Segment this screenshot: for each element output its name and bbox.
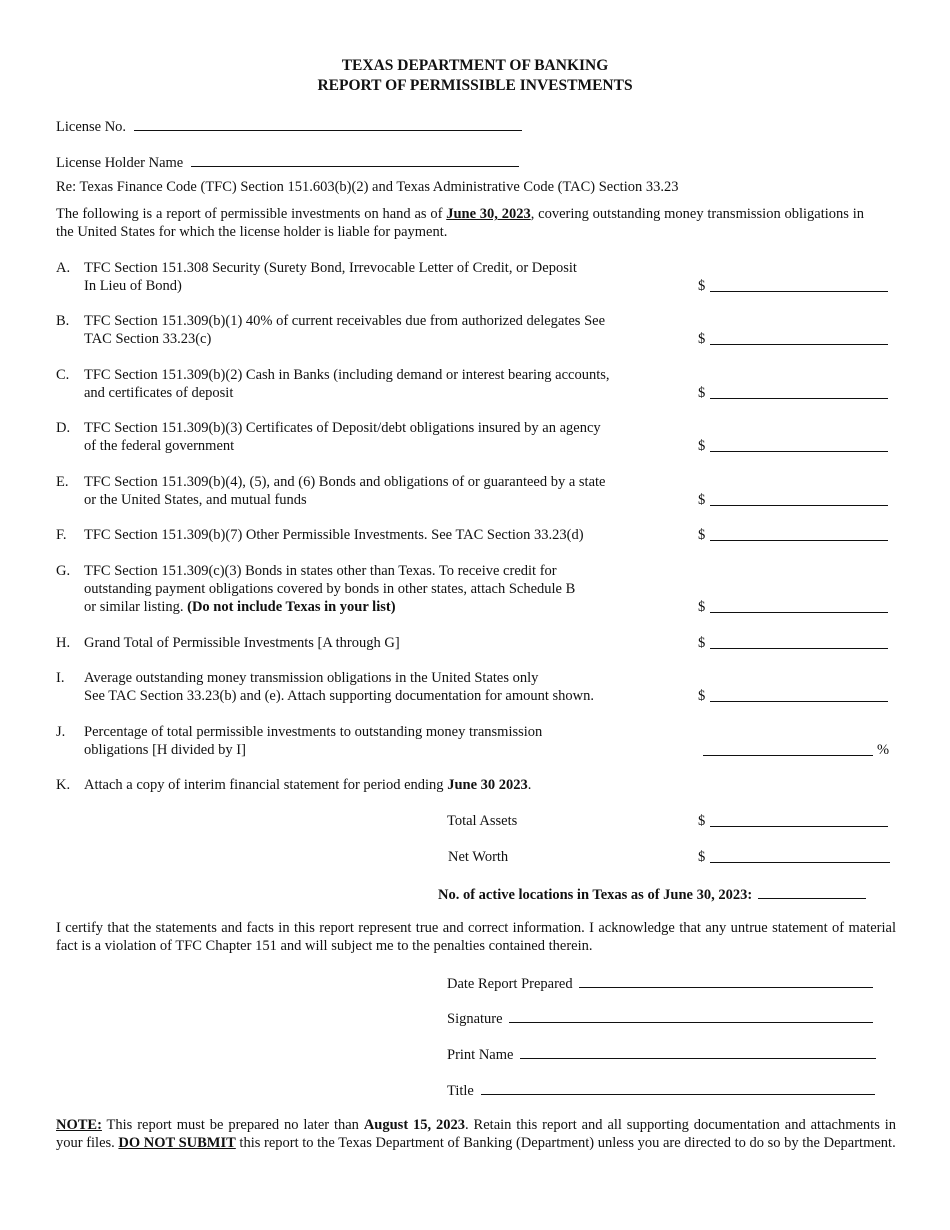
item-text: TFC Section 151.309(c)(3) Bonds in states other than Texas. To receive credit for outstanding payment obligations covered by bonds in other states, attach Schedule B or similar listing. (Do not include Texas in your list) (84, 563, 576, 615)
percent-sign: % (877, 742, 890, 758)
total-assets-label: Total Assets (447, 813, 518, 829)
license-holder-row (56, 152, 519, 172)
date-prepared-field[interactable] (579, 973, 873, 988)
intro-text: The following is a report of permissible investments on hand as of (56, 206, 447, 222)
amount-field[interactable] (710, 598, 888, 613)
license-no-label: License No. (56, 119, 127, 135)
amount-field[interactable] (710, 277, 888, 292)
license-holder-label: License Holder Name (56, 155, 184, 171)
note-label: NOTE: (56, 1117, 102, 1133)
signature-field[interactable] (509, 1008, 873, 1023)
item-text: Attach a copy of interim financial statement for period ending June 30 2023. (84, 777, 532, 793)
item-letter: K. (56, 777, 71, 793)
license-holder-field[interactable] (191, 152, 519, 167)
page-title: TEXAS DEPARTMENT OF BANKING (341, 57, 609, 74)
amount-field[interactable] (710, 526, 888, 541)
dollar-sign: $ (698, 688, 706, 704)
dollar-sign: $ (698, 813, 706, 829)
item-letter: A. (56, 260, 71, 276)
amount-field[interactable] (710, 491, 888, 506)
total-assets-field[interactable] (710, 812, 888, 827)
dollar-sign: $ (698, 849, 706, 865)
item-text: TFC Section 151.308 Security (Surety Bond, Irrevocable Letter of Credit, or Deposit In Lieu of Bond) (84, 260, 577, 294)
locations-label: No. of active locations in Texas as of June 30, 2023: (438, 887, 753, 903)
item-letter: C. (56, 367, 70, 383)
license-no-row (56, 116, 522, 136)
locations-field[interactable] (758, 884, 866, 899)
item-text: TFC Section 151.309(b)(7) Other Permissible Investments. See TAC Section 33.23(d) (84, 527, 584, 543)
dollar-sign: $ (698, 438, 706, 454)
certification-paragraph: I certify that the statements and facts in this report represent true and correct information. I acknowledge that any untrue statement of material fact is a violation of TFC Chapter 151 and will subject me to the penalties contained therein. (56, 920, 896, 954)
license-no-field[interactable] (134, 116, 522, 131)
item-letter: E. (56, 474, 69, 490)
re-line: Re: Texas Finance Code (TFC) Section 151.603(b)(2) and Texas Administrative Code (TAC) Section 33.23 (56, 179, 679, 195)
amount-field[interactable] (710, 634, 888, 649)
do-not-submit: DO NOT SUBMIT (118, 1135, 236, 1151)
percentage-field[interactable] (703, 741, 873, 756)
print-name-label: Print Name (447, 1047, 514, 1063)
dollar-sign: $ (698, 331, 706, 347)
item-text: TFC Section 151.309(b)(2) Cash in Banks (including demand or interest bearing accounts, and certificates of deposit (84, 367, 610, 401)
amount-field[interactable] (710, 437, 888, 452)
dollar-sign: $ (698, 599, 706, 615)
item-letter: H. (56, 635, 71, 651)
net-worth-label: Net Worth (448, 849, 509, 865)
item-letter: B. (56, 313, 70, 329)
item-text: TFC Section 151.309(b)(3) Certificates of Deposit/debt obligations insured by an agency of the federal government (84, 420, 601, 454)
dollar-sign: $ (698, 278, 706, 294)
intro-paragraph (56, 205, 864, 241)
print-name-row (447, 1044, 876, 1064)
item-letter: J. (56, 724, 66, 740)
title-row (447, 1080, 875, 1100)
print-name-field[interactable] (520, 1044, 876, 1059)
date-prepared-label: Date Report Prepared (447, 976, 573, 992)
item-text: TFC Section 151.309(b)(1) 40% of current receivables due from authorized delegates See TAC Section 33.23(c) (84, 313, 606, 347)
amount-field[interactable] (710, 384, 888, 399)
item-letter: D. (56, 420, 71, 436)
item-text: Percentage of total permissible investments to outstanding money transmission obligations [H divided by I] (84, 724, 543, 758)
amount-field[interactable] (710, 330, 888, 345)
item-letter: I. (56, 670, 65, 686)
item-text: Grand Total of Permissible Investments [A through G] (84, 635, 400, 651)
dollar-sign: $ (698, 492, 706, 508)
item-text: Average outstanding money transmission obligations in the United States only See TAC Section 33.23(b) and (e). Attach supporting documentation for amount shown. (84, 670, 595, 704)
note-paragraph: NOTE: This report must be prepared no later than August 15, 2023. Retain this report and all supporting documentation and attachments in your files. DO NOT SUBMIT this report to the Texas Department of Banking (Department) unless you are directed to do so by the Department. (56, 1117, 897, 1151)
title-field[interactable] (481, 1080, 875, 1095)
page-subtitle: REPORT OF PERMISSIBLE INVESTMENTS (317, 77, 633, 94)
locations-row (438, 884, 866, 904)
amount-field[interactable] (710, 687, 888, 702)
net-worth-field[interactable] (710, 848, 890, 863)
date-prepared-row (447, 973, 873, 993)
dollar-sign: $ (698, 527, 706, 543)
item-letter: G. (56, 563, 71, 579)
title-label: Title (447, 1083, 474, 1099)
dollar-sign: $ (698, 385, 706, 401)
item-letter: F. (56, 527, 67, 543)
intro-date: June 30, 2023 (446, 206, 531, 222)
note-deadline: August 15, 2023 (363, 1117, 466, 1133)
signature-row (447, 1008, 873, 1028)
intro-text-end: , covering outstanding money transmission obligations in the United States for which the license holder is liable for payment. (56, 206, 864, 240)
dollar-sign: $ (698, 635, 706, 651)
item-text: TFC Section 151.309(b)(4), (5), and (6) Bonds and obligations of or guaranteed by a state or the United States, and mutual funds (84, 474, 606, 508)
signature-label: Signature (447, 1011, 503, 1027)
